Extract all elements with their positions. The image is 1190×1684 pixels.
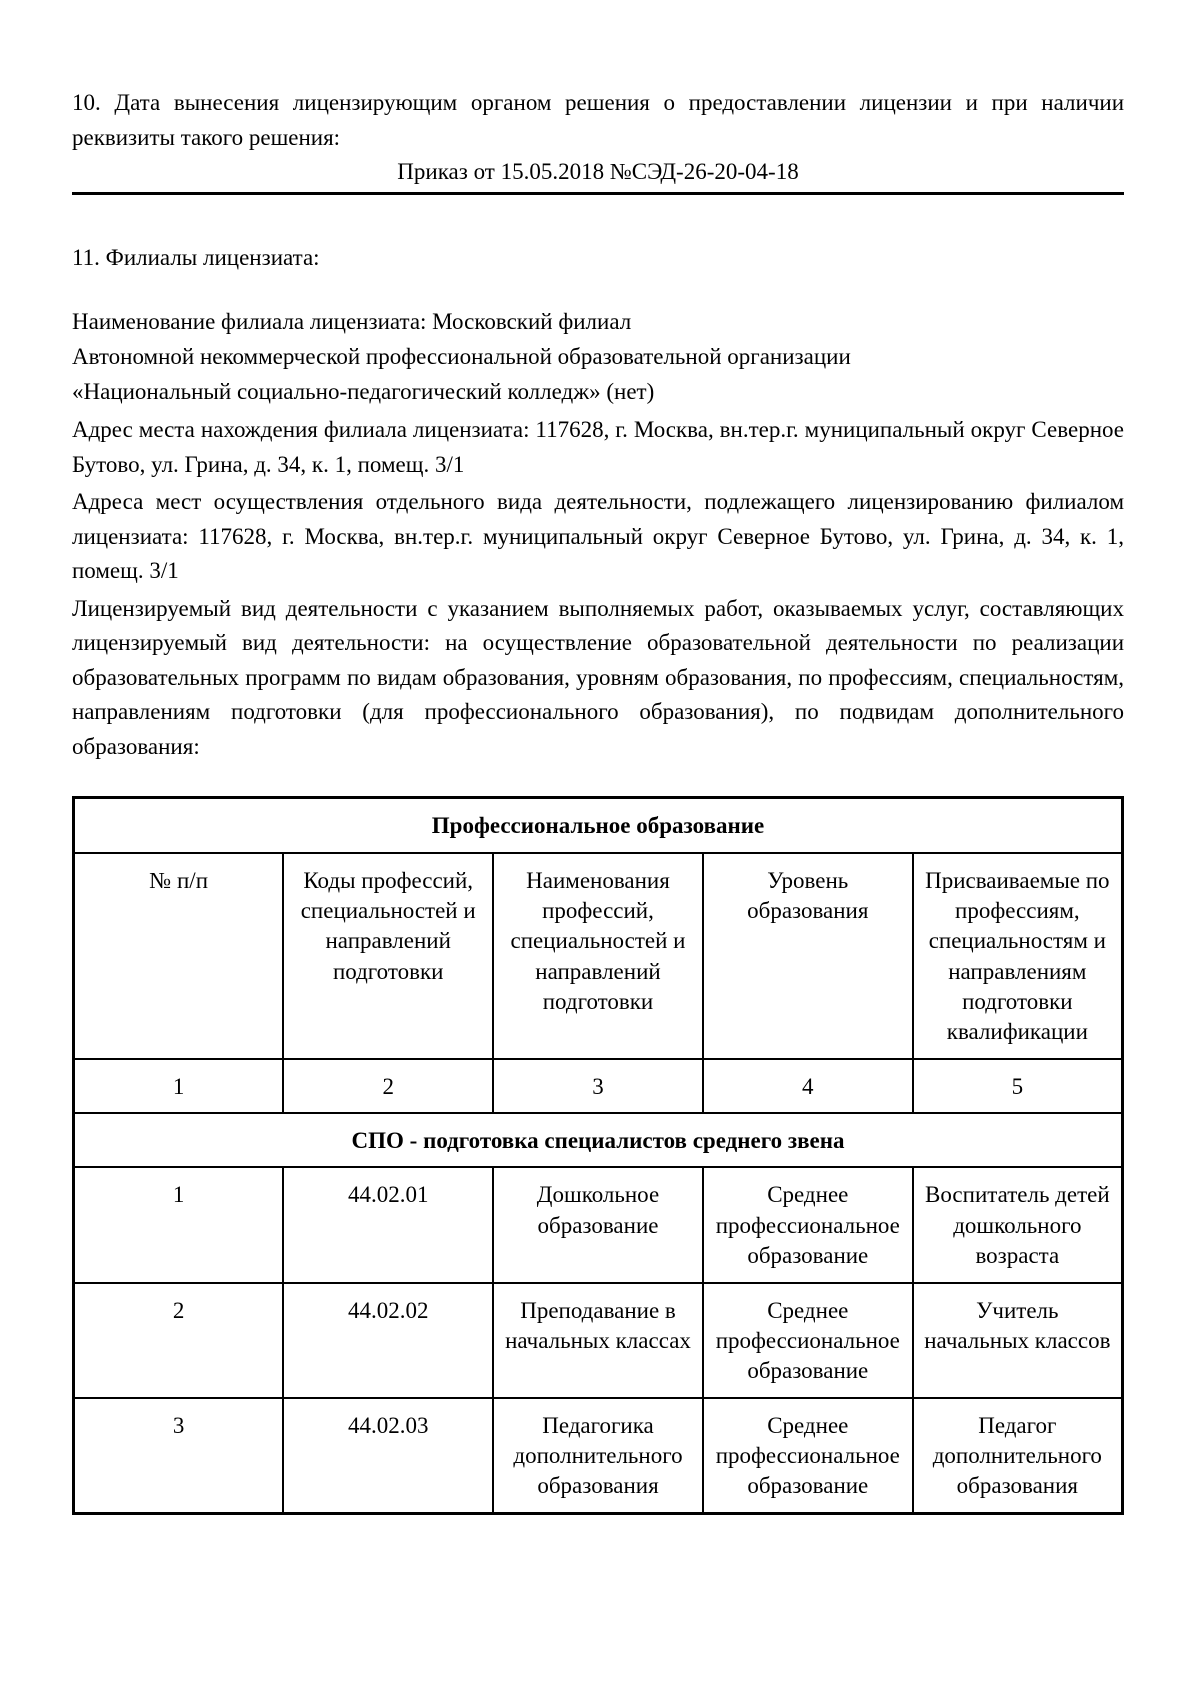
cell-level: Среднее профессиональное образование: [703, 1283, 913, 1398]
column-numbers-row: [74, 1059, 1123, 1113]
branch-name-line-2: Автономной некоммерческой профессиональной образовательной организации: [72, 344, 851, 370]
order-divider-block: [72, 157, 1124, 195]
cell-code: 44.02.03: [283, 1398, 493, 1514]
table-title-row: [74, 798, 1123, 853]
cell-qualification: Воспитатель детей дошкольного возраста: [913, 1167, 1123, 1282]
cell-row-number: 1: [74, 1167, 284, 1282]
cell-name: Дошкольное образование: [493, 1167, 703, 1282]
cell-row-number: 2: [74, 1283, 284, 1398]
table-title: Профессиональное образование: [74, 798, 1123, 853]
branch-address: Адрес места нахождения филиала лицензиата: 117628, г. Москва, вн.тер.г. муниципальный округ Северное Бутово, ул. Грина, д. 34, к. 1, помещ. 3/1: [72, 417, 1124, 477]
table-header-row: [74, 853, 1123, 1059]
table-row: [74, 1398, 1123, 1514]
header-cell-level: Уровень образования: [703, 853, 913, 1059]
section10-text: 10. Дата вынесения лицензирующим органом решения о предоставлении лицензии и при наличии реквизиты такого решения:: [72, 90, 1124, 150]
header-cell-number: № п/п: [74, 853, 284, 1059]
section11-heading: 11. Филиалы лицензиата:: [72, 244, 320, 270]
licensed-activity: Лицензируемый вид деятельности с указанием выполняемых работ, оказываемых услуг, составляющих лицензируемый вид деятельности: на осуществление образовательной деятельности по реализации образовательных программ по видам образования, уровням образования, по профессиям, специальностям, направлениям подготовки (для профессионального образования), по подвидам дополнительного образования:: [72, 595, 1124, 759]
table-row: [74, 1167, 1123, 1282]
cell-row-number: 3: [74, 1398, 284, 1514]
column-number: 3: [493, 1059, 703, 1113]
cell-qualification: Педагог дополнительного образования: [913, 1398, 1123, 1514]
table-section-row: [74, 1113, 1123, 1167]
column-number: 4: [703, 1059, 913, 1113]
header-cell-qualifications: Присваиваемые по профессиям, специальностям и направлениям подготовки квалификации: [913, 853, 1123, 1059]
activity-addresses: Адреса мест осуществления отдельного вида деятельности, подлежащего лицензированию филиалом лицензиата: 117628, г. Москва, вн.тер.г. муниципальный округ Северное Бутово, ул. Грина, д. 34, к. 1, помещ. 3/1: [72, 489, 1124, 584]
table-row: [74, 1283, 1123, 1398]
branch-name: [72, 305, 1124, 410]
professional-education-table: [72, 796, 1124, 1514]
header-cell-codes: Коды профессий, специальностей и направлений подготовки: [283, 853, 493, 1059]
branch-name-line-1: Наименование филиала лицензиата: Московский филиал: [72, 309, 632, 335]
cell-name: Педагогика дополнительного образования: [493, 1398, 703, 1514]
cell-name: Преподавание в начальных классах: [493, 1283, 703, 1398]
branch-name-line-3: «Национальный социально-педагогический колледж» (нет): [72, 379, 655, 405]
order-reference: Приказ от 15.05.2018 №СЭД-26-20-04-18: [397, 159, 799, 184]
cell-code: 44.02.02: [283, 1283, 493, 1398]
column-number: 1: [74, 1059, 284, 1113]
cell-qualification: Учитель начальных классов: [913, 1283, 1123, 1398]
cell-code: 44.02.01: [283, 1167, 493, 1282]
column-number: 2: [283, 1059, 493, 1113]
table-section-label: СПО - подготовка специалистов среднего звена: [74, 1113, 1123, 1167]
column-number: 5: [913, 1059, 1123, 1113]
cell-level: Среднее профессиональное образование: [703, 1398, 913, 1514]
cell-level: Среднее профессиональное образование: [703, 1167, 913, 1282]
header-cell-names: Наименования профессий, специальностей и направлений подготовки: [493, 853, 703, 1059]
